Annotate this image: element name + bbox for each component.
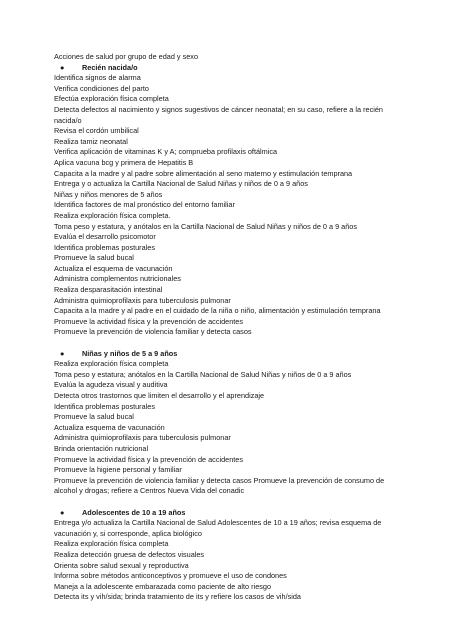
list-item: Verifica aplicación de vitaminas K y A; comprueba profilaxis oftálmica bbox=[54, 147, 278, 157]
document-body bbox=[54, 52, 406, 603]
list-item: Realiza exploración física completa bbox=[54, 539, 169, 549]
bullet-icon: ● bbox=[60, 348, 65, 358]
list-item: Toma peso y estatura; anótalos en la Cartilla Nacional de Salud Niñas y niños de 0 a 9 años bbox=[54, 369, 352, 379]
list-item: Identifica problemas posturales bbox=[54, 242, 155, 252]
section-spacer bbox=[54, 497, 406, 508]
list-item: Detecta otros trastornos que limiten el desarrollo y el aprendizaje bbox=[54, 391, 265, 400]
section-heading-text: Adolescentes de 10 a 19 años bbox=[82, 507, 186, 517]
section-spacer bbox=[54, 338, 406, 349]
bullet-icon: ● bbox=[60, 62, 65, 72]
list-item: Orienta sobre salud sexual y reproductiva bbox=[54, 560, 189, 570]
list-item: Administra quimioprofilaxis para tuberculosis pulmonar bbox=[54, 433, 231, 443]
section-heading bbox=[54, 63, 406, 74]
list-item: Administra quimioprofilaxis para tuberculosis pulmonar bbox=[54, 295, 231, 305]
list-item: Realiza tamiz neonatal bbox=[54, 136, 128, 146]
document-title: Acciones de salud por grupo de edad y sexo bbox=[54, 52, 199, 61]
list-item: Promueve la salud bucal bbox=[54, 412, 134, 422]
list-item: Entrega y/o actualiza la Cartilla Nacional de Salud Adolescentes de 10 a 19 años; revisa esquema de vacunación y, si corresponde, aplica biológico bbox=[54, 518, 382, 538]
list-item: Actualiza el esquema de vacunación bbox=[54, 263, 173, 273]
list-item: Maneja a la adolescente embarazada como paciente de alto riesgo bbox=[54, 581, 272, 591]
section-heading bbox=[54, 508, 406, 519]
list-item: Promueve la actividad física y la prevención de accidentes bbox=[54, 316, 244, 326]
list-item: Realiza detección gruesa de defectos visuales bbox=[54, 549, 205, 559]
list-item: Identifica factores de mal pronóstico del entorno familiar bbox=[54, 200, 235, 210]
list-item: Toma peso y estatura, y anótalos en la Cartilla Nacional de Salud Niñas y niños de 0 a 9 años bbox=[54, 221, 357, 231]
list-item: Capacita a la madre y al padre sobre alimentación al seno materno y estimulación temprana bbox=[54, 168, 353, 178]
list-item: Evalúa el desarrollo psicomotor bbox=[54, 232, 156, 242]
list-item: Realiza exploración física completa. bbox=[54, 210, 171, 220]
list-item: Detecta defectos al nacimiento y signos sugestivos de cáncer neonatal; en su caso, refiere a la recién nacida/o bbox=[54, 104, 383, 125]
list-item: Promueve la actividad física y la prevención de accidentes bbox=[54, 454, 244, 464]
section-heading bbox=[54, 349, 406, 360]
list-item: Promueve la prevención de violencia familiar y detecta casos Promueve la prevención de consumo de alcohol y drogas; refiere a Centros Nueva Vida del conadic bbox=[54, 475, 385, 496]
list-item: Entrega y o actualiza la Cartilla Nacional de Salud Niñas y niños de 0 a 9 años bbox=[54, 179, 308, 189]
list-item: Informa sobre métodos anticonceptivos y promueve el uso de condones bbox=[54, 571, 287, 581]
list-item: Identifica signos de alarma bbox=[54, 73, 141, 83]
list-item: Detecta its y vih/sida; brinda tratamiento de its y refiere los casos de vih/sida bbox=[54, 592, 301, 602]
list-item: Revisa el cordón umbilical bbox=[54, 126, 139, 136]
list-item: Capacita a la madre y al padre en el cuidado de la niña o niño, alimentación y estimulación temprana bbox=[54, 306, 381, 316]
list-item: Promueve la higiene personal y familiar bbox=[54, 465, 182, 475]
section-heading-text: Niñas y niños de 5 a 9 años bbox=[82, 348, 178, 358]
list-item: Verifica condiciones del parto bbox=[54, 83, 149, 93]
bullet-icon: ● bbox=[60, 507, 65, 517]
section-heading-text: Recién nacida/o bbox=[82, 62, 138, 72]
list-item: Evalúa la agudeza visual y auditiva bbox=[54, 380, 168, 390]
list-item: Realiza exploración física completa bbox=[54, 359, 169, 369]
list-item: Aplica vacuna bcg y primera de Hepatitis B bbox=[54, 157, 194, 167]
list-item: Brinda orientación nutricional bbox=[54, 443, 149, 453]
list-item: Realiza desparasitación intestinal bbox=[54, 285, 163, 295]
list-item: Actualiza esquema de vacunación bbox=[54, 422, 165, 432]
list-item: Promueve la prevención de violencia familiar y detecta casos bbox=[54, 327, 252, 337]
list-item: Efectúa exploración física completa bbox=[54, 94, 169, 104]
list-item: Administra complementos nutricionales bbox=[54, 274, 181, 284]
list-item: Identifica problemas posturales bbox=[54, 401, 155, 411]
list-item: Promueve la salud bucal bbox=[54, 253, 134, 263]
list-item: Niñas y niños menores de 5 años bbox=[54, 189, 163, 199]
